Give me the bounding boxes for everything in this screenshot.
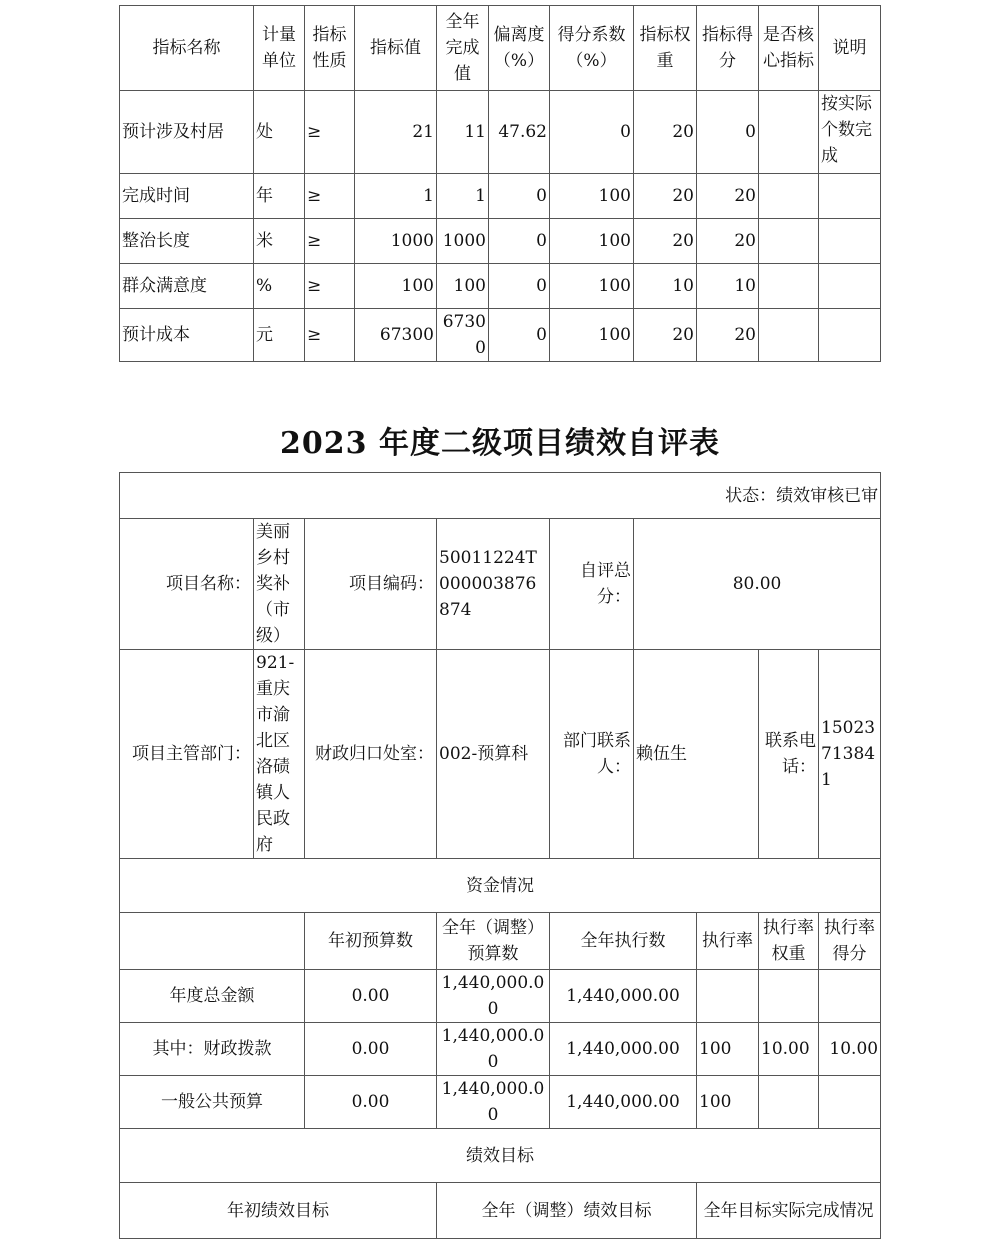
page-title: 2023 年度二级项目绩效自评表 <box>280 426 720 461</box>
indicator-table <box>119 5 881 362</box>
project-name-value: 美丽乡村奖补（市级） <box>254 519 305 650</box>
execution-score <box>819 1076 881 1129</box>
indicator-unit: 米 <box>254 219 305 264</box>
indicator-weight: 20 <box>634 174 697 219</box>
indicator-completed: 1 <box>437 174 489 219</box>
project-code-value: 500112​24T000003876874 <box>437 519 550 650</box>
indicator-coefficient: 0 <box>550 91 634 174</box>
initial-budget: 0.00 <box>305 1023 437 1076</box>
header-cell: 是否核心指标 <box>759 6 819 91</box>
indicator-unit: 元 <box>254 309 305 362</box>
goals-section-row <box>120 1129 881 1183</box>
indicator-core <box>759 174 819 219</box>
funds-row-label: 一般公共预算 <box>120 1076 305 1129</box>
executed-amount: 1,440,000.00 <box>550 970 697 1023</box>
indicator-score: 10 <box>697 264 759 309</box>
indicator-name: 预计涉及村居 <box>120 91 254 174</box>
indicator-core <box>759 219 819 264</box>
indicator-name: 完成时间 <box>120 174 254 219</box>
indicator-unit: 年 <box>254 174 305 219</box>
table-row <box>120 970 881 1023</box>
indicator-unit: 处 <box>254 91 305 174</box>
indicator-completed: 100 <box>437 264 489 309</box>
header-cell: 执行率得分 <box>819 913 881 970</box>
goals-section-title: 绩效目标 <box>120 1129 881 1183</box>
project-code-label: 项目编码： <box>305 519 437 650</box>
self-score-value: 80.00 <box>634 519 881 650</box>
dept-value: 921-重庆市渝北区洛碛镇人民政府 <box>254 650 305 859</box>
indicator-completed: 1000 <box>437 219 489 264</box>
indicator-note <box>819 309 881 362</box>
indicator-name: 整治长度 <box>120 219 254 264</box>
indicator-nature: ≥ <box>305 219 355 264</box>
initial-budget: 0.00 <box>305 1076 437 1129</box>
header-cell: 全年（调整）预算数 <box>437 913 550 970</box>
finance-office-label: 财政归口处室： <box>305 650 437 859</box>
indicator-name: 预计成本 <box>120 309 254 362</box>
execution-weight <box>759 970 819 1023</box>
finance-office-value: 002-预算科 <box>437 650 550 859</box>
dept-info-row <box>120 650 881 859</box>
indicator-note <box>819 174 881 219</box>
header-cell <box>120 913 305 970</box>
dept-label: 项目主管部门： <box>120 650 254 859</box>
execution-weight: 10.00 <box>759 1023 819 1076</box>
table-row <box>120 1023 881 1076</box>
contact-value: 赖伍生 <box>634 650 759 859</box>
project-name-label: 项目名称： <box>120 519 254 650</box>
adjusted-budget: 1,440,000.00 <box>437 1023 550 1076</box>
indicator-nature: ≥ <box>305 264 355 309</box>
indicator-nature: ≥ <box>305 91 355 174</box>
execution-rate <box>697 970 759 1023</box>
indicator-value: 21 <box>355 91 437 174</box>
indicator-coefficient: 100 <box>550 174 634 219</box>
indicator-weight: 20 <box>634 91 697 174</box>
table-row <box>120 219 881 264</box>
indicator-value: 67300 <box>355 309 437 362</box>
status-row <box>120 473 881 519</box>
header-cell: 全年执行数 <box>550 913 697 970</box>
indicator-core <box>759 309 819 362</box>
header-cell: 偏离度（%） <box>489 6 550 91</box>
indicator-note: 按实际个数完成 <box>819 91 881 174</box>
status-text: 状态：绩效审核已审 <box>120 473 881 519</box>
indicator-score: 0 <box>697 91 759 174</box>
header-cell: 得分系数（%） <box>550 6 634 91</box>
indicator-value: 100 <box>355 264 437 309</box>
table-row <box>120 174 881 219</box>
funds-section-title: 资金情况 <box>120 859 881 913</box>
self-score-label: 自评总分： <box>550 519 634 650</box>
header-cell: 指标得分 <box>697 6 759 91</box>
contact-label: 部门联系人： <box>550 650 634 859</box>
indicator-coefficient: 100 <box>550 219 634 264</box>
header-cell: 年初预算数 <box>305 913 437 970</box>
header-cell: 全年完成值 <box>437 6 489 91</box>
indicator-core <box>759 91 819 174</box>
funds-row-label: 年度总金额 <box>120 970 305 1023</box>
indicator-value: 1 <box>355 174 437 219</box>
header-cell: 指标性质 <box>305 6 355 91</box>
header-cell: 全年目标实际完成情况 <box>697 1183 881 1239</box>
indicator-note <box>819 264 881 309</box>
indicator-weight: 10 <box>634 264 697 309</box>
table-row <box>120 264 881 309</box>
indicator-deviation: 47.62 <box>489 91 550 174</box>
executed-amount: 1,440,000.00 <box>550 1023 697 1076</box>
indicator-weight: 20 <box>634 309 697 362</box>
indicator-unit: % <box>254 264 305 309</box>
indicator-name: 群众满意度 <box>120 264 254 309</box>
header-cell: 指标权重 <box>634 6 697 91</box>
indicator-nature: ≥ <box>305 309 355 362</box>
evaluation-table <box>119 472 881 1239</box>
phone-value: 15023713841 <box>819 650 881 859</box>
adjusted-budget: 1,440,000.00 <box>437 1076 550 1129</box>
indicator-score: 20 <box>697 219 759 264</box>
initial-budget: 0.00 <box>305 970 437 1023</box>
goals-header-row <box>120 1183 881 1239</box>
indicator-completed: 67300 <box>437 309 489 362</box>
table-row <box>120 91 881 174</box>
indicator-core <box>759 264 819 309</box>
header-cell: 全年（调整）绩效目标 <box>437 1183 697 1239</box>
header-cell: 计量单位 <box>254 6 305 91</box>
project-info-row <box>120 519 881 650</box>
indicator-completed: 11 <box>437 91 489 174</box>
header-cell: 执行率 <box>697 913 759 970</box>
indicator-header-row <box>120 6 881 91</box>
indicator-coefficient: 100 <box>550 264 634 309</box>
header-cell: 指标名称 <box>120 6 254 91</box>
indicator-coefficient: 100 <box>550 309 634 362</box>
header-cell: 说明 <box>819 6 881 91</box>
indicator-score: 20 <box>697 174 759 219</box>
table-row <box>120 1076 881 1129</box>
phone-label: 联系电话： <box>759 650 819 859</box>
executed-amount: 1,440,000.00 <box>550 1076 697 1129</box>
execution-score: 10.00 <box>819 1023 881 1076</box>
indicator-nature: ≥ <box>305 174 355 219</box>
indicator-note <box>819 219 881 264</box>
funds-section-row <box>120 859 881 913</box>
indicator-deviation: 0 <box>489 309 550 362</box>
header-cell: 执行率权重 <box>759 913 819 970</box>
indicator-weight: 20 <box>634 219 697 264</box>
header-cell: 年初绩效目标 <box>120 1183 437 1239</box>
indicator-deviation: 0 <box>489 174 550 219</box>
indicator-score: 20 <box>697 309 759 362</box>
execution-score <box>819 970 881 1023</box>
table-row <box>120 309 881 362</box>
funds-row-label: 其中：财政拨款 <box>120 1023 305 1076</box>
execution-weight <box>759 1076 819 1129</box>
funds-header-row <box>120 913 881 970</box>
adjusted-budget: 1,440,000.00 <box>437 970 550 1023</box>
execution-rate: 100 <box>697 1023 759 1076</box>
indicator-value: 1000 <box>355 219 437 264</box>
header-cell: 指标值 <box>355 6 437 91</box>
indicator-deviation: 0 <box>489 264 550 309</box>
execution-rate: 100 <box>697 1076 759 1129</box>
indicator-deviation: 0 <box>489 219 550 264</box>
